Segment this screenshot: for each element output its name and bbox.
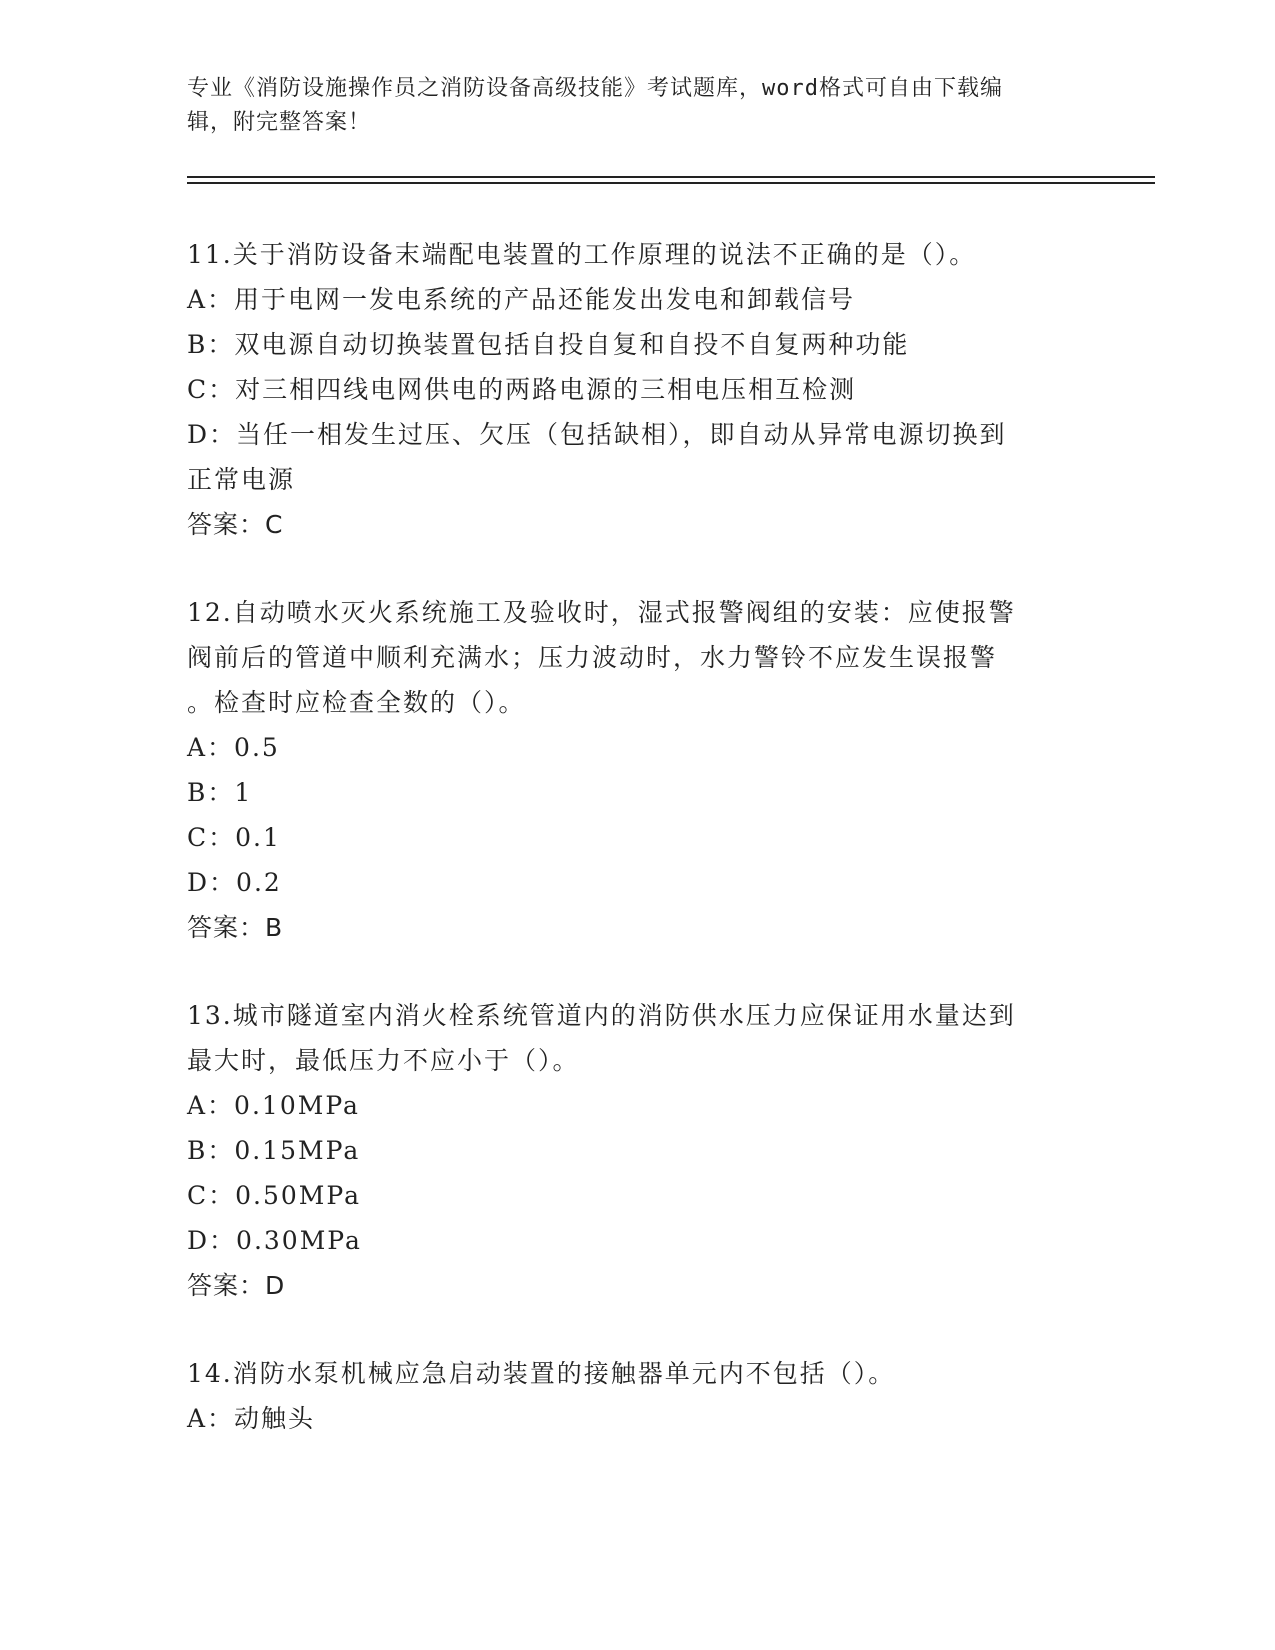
option-d-continued: 正常电源 <box>187 465 296 494</box>
question-stem: 最大时，最低压力不应小于（）。 <box>187 1046 580 1075</box>
question-14 <box>187 1351 1087 1441</box>
answer-line: 答案：C <box>187 510 284 539</box>
question-stem: 11.关于消防设备末端配电装置的工作原理的说法不正确的是（）。 <box>187 240 977 269</box>
page-header <box>187 72 1067 140</box>
option-d: D：当任一相发生过压、欠压（包括缺相），即自动从异常电源切换到 <box>187 420 1007 449</box>
option-d: D：0.2 <box>187 868 282 897</box>
option-a: A：动触头 <box>187 1404 316 1433</box>
header-divider <box>187 176 1155 178</box>
question-stem: 13.城市隧道室内消火栓系统管道内的消防供水压力应保证用水量达到 <box>187 1001 1016 1030</box>
option-c: C：0.1 <box>187 823 281 852</box>
question-list <box>187 232 1087 1441</box>
question-stem: 。检查时应检查全数的（）。 <box>187 688 526 717</box>
header-line: 辑，附完整答案！ <box>187 110 372 135</box>
header-line: 专业《消防设施操作员之消防设备高级技能》考试题库，word格式可自由下载编 <box>187 76 1003 101</box>
option-a: A：用于电网一发电系统的产品还能发出发电和卸载信号 <box>187 285 856 314</box>
option-c: C：0.50MPa <box>187 1181 361 1210</box>
question-stem: 14.消防水泵机械应急启动装置的接触器单元内不包括（）。 <box>187 1359 896 1388</box>
option-b: B：1 <box>187 778 253 807</box>
question-13 <box>187 993 1087 1308</box>
option-b: B：双电源自动切换装置包括自投自复和自投不自复两种功能 <box>187 330 910 359</box>
answer-line: 答案：B <box>187 913 284 942</box>
question-stem: 阀前后的管道中顺利充满水；压力波动时，水力警铃不应发生误报警 <box>187 643 998 672</box>
option-c: C：对三相四线电网供电的两路电源的三相电压相互检测 <box>187 375 857 404</box>
header-divider <box>187 182 1155 184</box>
question-11 <box>187 232 1087 547</box>
option-d: D：0.30MPa <box>187 1226 362 1255</box>
option-a: A：0.5 <box>187 733 280 762</box>
question-12 <box>187 590 1087 950</box>
option-a: A：0.10MPa <box>187 1091 360 1120</box>
option-b: B：0.15MPa <box>187 1136 361 1165</box>
question-stem: 12.自动喷水灭火系统施工及验收时，湿式报警阀组的安装：应使报警 <box>187 598 1016 627</box>
answer-line: 答案：D <box>187 1271 286 1300</box>
